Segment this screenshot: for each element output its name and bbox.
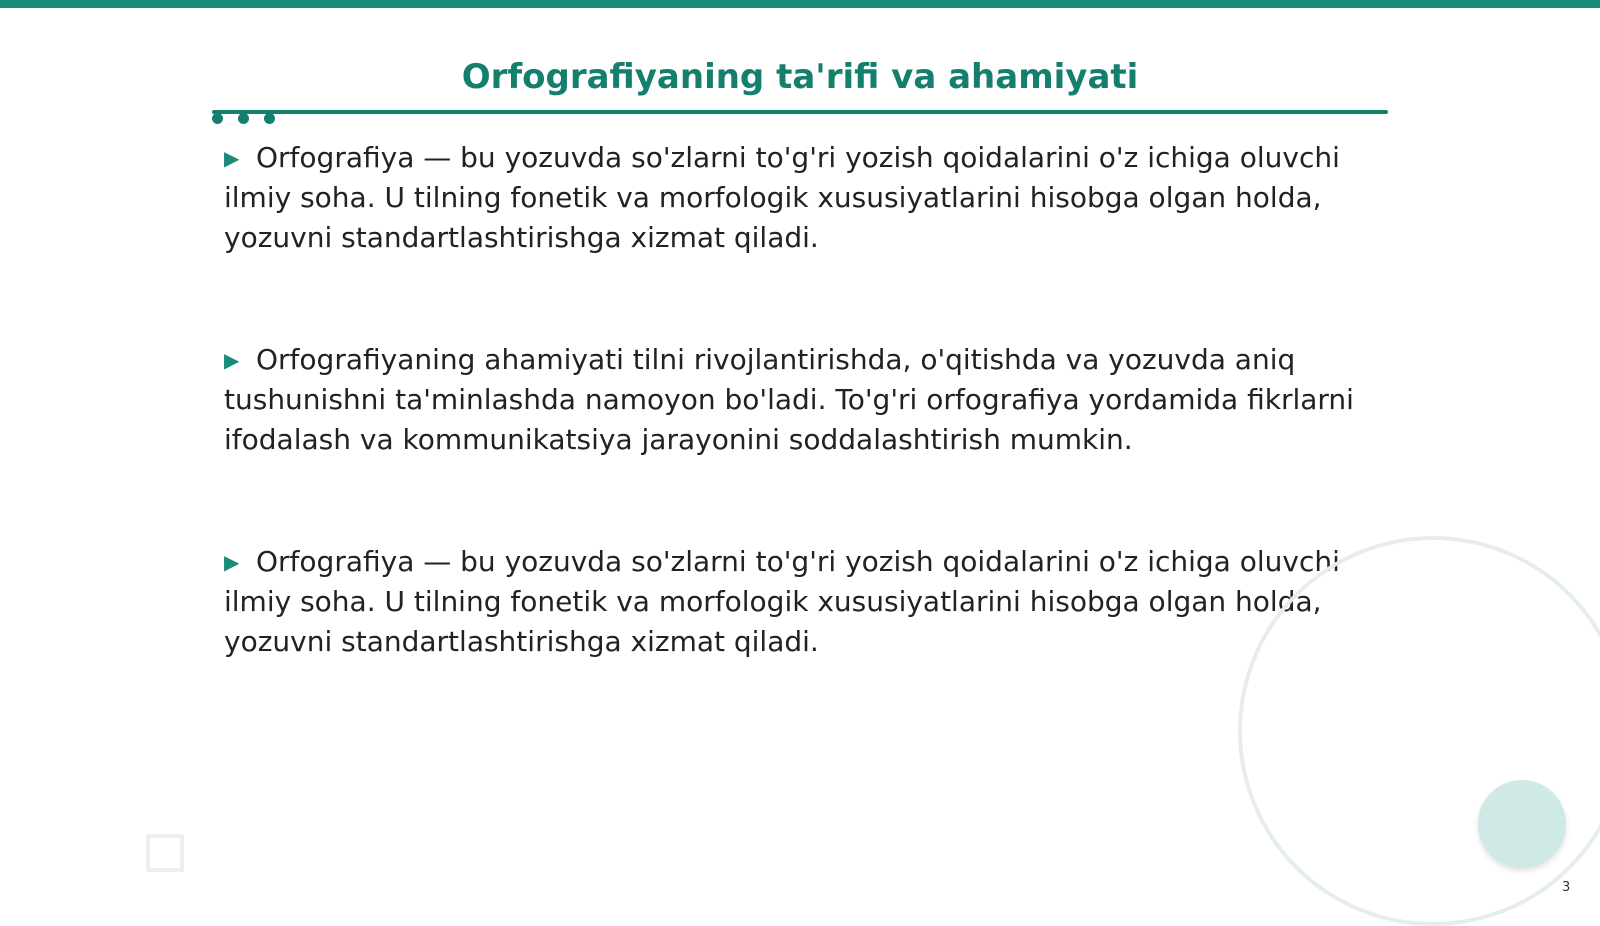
top-accent-bar <box>0 0 1600 8</box>
bullet-item-1 <box>224 138 1374 258</box>
bullet-list <box>224 138 1374 744</box>
bullet-text-3: Orfografiya — bu yozuvda so'zlarni to'g'ri yozish qoidalarini o'z ichiga oluvchi ilmiy soha. U tilning fonetik va morfologik xususiyatlarini hisobga olgan holda, yozuvni standartlashtirishga xizmat qiladi. <box>224 545 1340 658</box>
bullet-text-2: Orfografiyaning ahamiyati tilni rivojlantirishda, o'qitishda va yozuvda aniq tushunishni ta'minlashda namoyon bo'ladi. To'g'ri orfografiya yordamida fikrlarni ifodalash va kommunikatsiya jarayonini soddalashtirish mumkin. <box>224 343 1354 456</box>
underline-dot-2 <box>238 113 249 124</box>
bullet-text-1: Orfografiya — bu yozuvda so'zlarni to'g'ri yozish qoidalarini o'z ichiga oluvchi ilmiy soha. U tilning fonetik va morfologik xususiyatlarini hisobga olgan holda, yozuvni standartlashtirishga xizmat qiladi. <box>224 141 1340 254</box>
page-number: 3 <box>1562 880 1571 895</box>
underline-dot-1 <box>212 113 223 124</box>
decorative-circle <box>1478 780 1566 868</box>
decorative-square <box>146 834 184 872</box>
slide-title: Orfografiyaning ta'rifi va ahamiyati <box>461 57 1139 97</box>
underline-dot-3 <box>264 113 275 124</box>
triangle-right-icon: ▶ <box>224 348 240 372</box>
triangle-right-icon: ▶ <box>224 550 240 574</box>
bullet-item-2 <box>224 340 1374 460</box>
decorative-ring <box>1238 536 1600 926</box>
bullet-item-3 <box>224 542 1374 662</box>
triangle-right-icon: ▶ <box>224 146 240 170</box>
title-underline <box>212 110 1388 114</box>
